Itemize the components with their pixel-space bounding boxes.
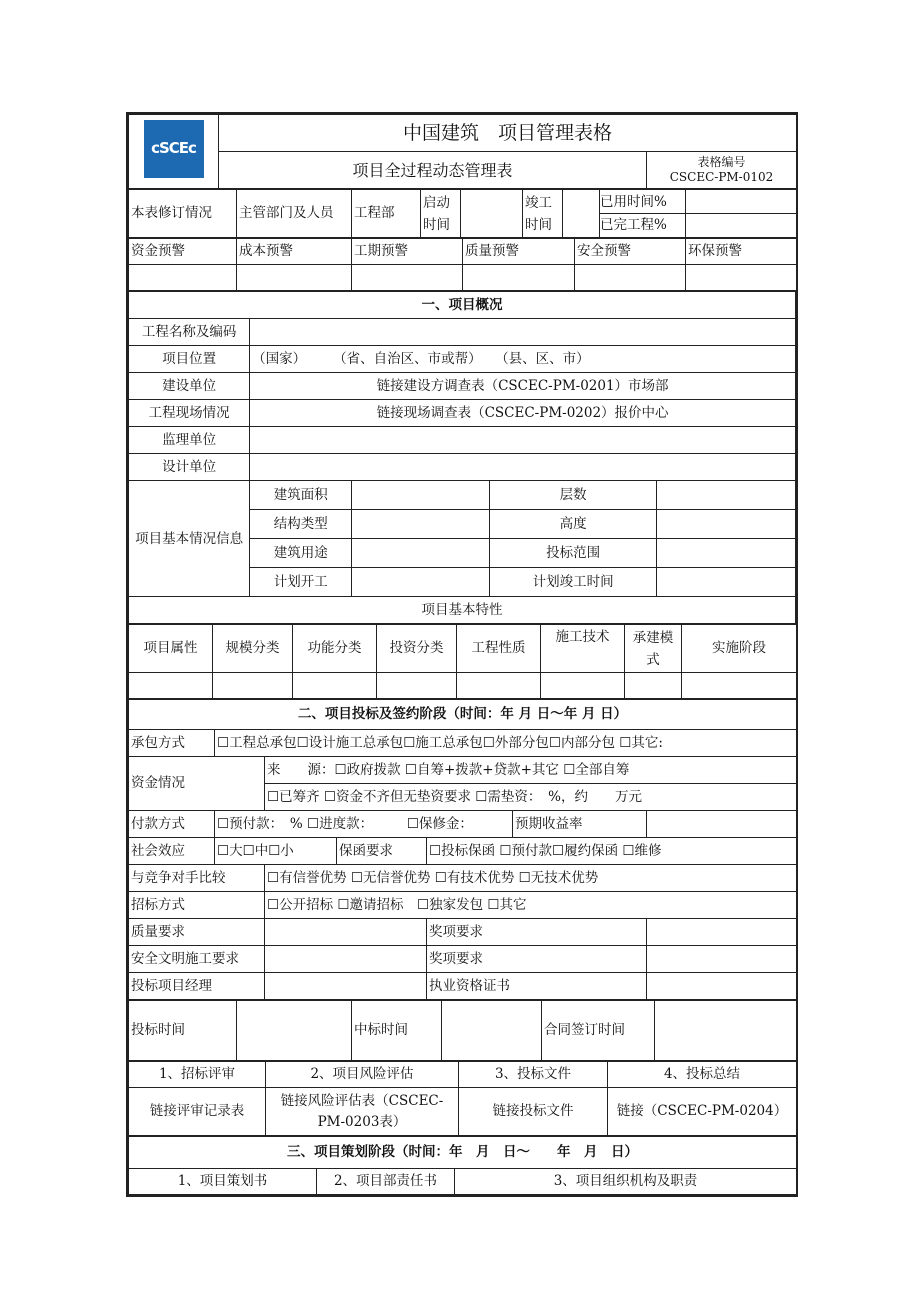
revision-label: 本表修订情况: [129, 190, 237, 238]
award-label: 奖项要求: [427, 919, 647, 946]
site-link[interactable]: 链接现场调查表（CSCEC-PM-0202）报价中心: [250, 400, 796, 427]
win-time-value[interactable]: [442, 1001, 542, 1061]
profit-value[interactable]: [647, 811, 797, 838]
location-label: 项目位置: [129, 346, 250, 373]
plan-item[interactable]: 2、项目部责任书: [317, 1169, 455, 1195]
char-header: 项目属性: [129, 625, 213, 673]
company-title: 中国建筑 项目管理表格: [219, 115, 797, 152]
basic-value[interactable]: [352, 539, 490, 568]
char-header: 施工技术: [541, 625, 625, 673]
supervisor-value[interactable]: [250, 427, 796, 454]
warning-safety: 安全预警: [575, 239, 686, 265]
char-header: 实施阶段: [682, 625, 797, 673]
social-options[interactable]: ☐大☐中☐小: [215, 838, 337, 865]
basic-value[interactable]: [352, 510, 490, 539]
warning-quality: 质量预警: [463, 239, 575, 265]
finish-time-label: 竣工时间: [523, 190, 563, 238]
plan-item[interactable]: 1、项目策划书: [129, 1169, 317, 1195]
warnings-table: [128, 238, 797, 291]
compete-label: 与竞争对手比较: [129, 865, 265, 892]
warning-environment: 环保预警: [686, 239, 797, 265]
designer-value[interactable]: [250, 454, 796, 481]
step-label: 3、投标文件: [459, 1062, 608, 1088]
section3-title: 三、项目策划阶段（时间：年 月 日～ 年 月 日）: [129, 1137, 797, 1169]
quality-label: 质量要求: [129, 919, 265, 946]
award-label-2: 奖项要求: [427, 946, 647, 973]
bid-summary-link[interactable]: 链接（CSCEC-PM-0204）: [608, 1088, 797, 1136]
basic-value[interactable]: [656, 481, 795, 510]
basic-label: 建筑用途: [250, 539, 352, 568]
cert-label: 执业资格证书: [427, 973, 647, 1000]
char-value[interactable]: [457, 673, 541, 699]
warning-schedule-value[interactable]: [352, 265, 463, 291]
fund-source-options[interactable]: 来 源：☐政府拨款 ☐自筹+拨款+贷款+其它 ☐全部自筹: [265, 757, 797, 784]
characteristics-table: [128, 624, 797, 699]
char-header: 投资分类: [377, 625, 457, 673]
warning-environment-value[interactable]: [686, 265, 797, 291]
site-label: 工程现场情况: [129, 400, 250, 427]
basic-value[interactable]: [656, 539, 795, 568]
contract-label: 承包方式: [129, 730, 215, 757]
basic-info-label: 项目基本情况信息: [129, 481, 250, 597]
char-value[interactable]: [682, 673, 797, 699]
form-header: [128, 114, 797, 189]
warning-fund-value[interactable]: [129, 265, 237, 291]
cscec-logo: cSCEc: [144, 120, 204, 178]
basic-value[interactable]: [352, 568, 490, 597]
sign-time-value[interactable]: [655, 1001, 797, 1061]
award-value[interactable]: [647, 919, 797, 946]
characteristics-title: 项目基本特性: [129, 597, 796, 624]
guarantee-options[interactable]: ☐投标保函 ☐预付款☐履约保函 ☐维修: [427, 838, 797, 865]
bid-time-label: 投标时间: [129, 1001, 237, 1061]
section2-title: 二、项目投标及签约阶段（时间：年 月 日～年 月 日）: [129, 700, 797, 730]
sign-time-label: 合同签订时间: [542, 1001, 655, 1061]
char-value[interactable]: [293, 673, 377, 699]
basic-value[interactable]: [352, 481, 490, 510]
dept-label: 主管部门及人员: [237, 190, 352, 238]
fund-status-options[interactable]: ☐已筹齐 ☐资金不齐但无垫资要求 ☐需垫资： %，约 万元: [265, 784, 797, 811]
award-value-2[interactable]: [647, 946, 797, 973]
basic-label: 结构类型: [250, 510, 352, 539]
basic-value[interactable]: [656, 510, 795, 539]
manager-value[interactable]: [265, 973, 427, 1000]
start-time-label: 启动时间: [421, 190, 461, 238]
revision-table: [128, 189, 797, 238]
form-number: 表格编号 CSCEC-PM-0102: [647, 152, 797, 189]
section-planning: [128, 1136, 797, 1195]
fund-label: 资金情况: [129, 757, 265, 811]
project-name-value[interactable]: [250, 319, 796, 346]
win-time-label: 中标时间: [352, 1001, 442, 1061]
tender-options[interactable]: ☐公开招标 ☐邀请招标 ☐独家发包 ☐其它: [265, 892, 797, 919]
dept-value: 工程部: [352, 190, 421, 238]
step-label: 4、投标总结: [608, 1062, 797, 1088]
project-name-label: 工程名称及编码: [129, 319, 250, 346]
start-time-value[interactable]: [461, 190, 523, 238]
char-value[interactable]: [625, 673, 682, 699]
basic-label: 层数: [490, 481, 656, 510]
basic-label: 建筑面积: [250, 481, 352, 510]
section-bidding: [128, 699, 797, 1000]
form-title: 项目全过程动态管理表: [219, 152, 647, 189]
char-header: 功能分类: [293, 625, 377, 673]
char-header: 承建模式: [625, 625, 682, 673]
supervisor-label: 监理单位: [129, 427, 250, 454]
owner-label: 建设单位: [129, 373, 250, 400]
bid-time-value[interactable]: [237, 1001, 352, 1061]
social-label: 社会效应: [129, 838, 215, 865]
safety-label: 安全文明施工要求: [129, 946, 265, 973]
payment-label: 付款方式: [129, 811, 215, 838]
warning-quality-value[interactable]: [463, 265, 575, 291]
char-header: 工程性质: [457, 625, 541, 673]
tender-label: 招标方式: [129, 892, 265, 919]
guarantee-label: 保函要求: [337, 838, 427, 865]
cert-value[interactable]: [647, 973, 797, 1000]
location-value[interactable]: （国家） （省、自治区、市或帮） （县、区、市）: [250, 346, 796, 373]
char-value[interactable]: [213, 673, 293, 699]
basic-label: 高度: [490, 510, 656, 539]
bid-documents-link[interactable]: 链接投标文件: [459, 1088, 608, 1136]
project-management-form: [126, 112, 798, 1197]
char-value[interactable]: [541, 673, 625, 699]
basic-label: 计划开工: [250, 568, 352, 597]
progress-values[interactable]: [686, 190, 797, 238]
quality-value[interactable]: [265, 919, 427, 946]
risk-assessment-link[interactable]: 链接风险评估表（CSCEC-PM-0203表）: [266, 1088, 459, 1136]
contract-options[interactable]: ☐工程总承包☐设计施工总承包☐施工总承包☐外部分包☐内部分包 ☐其它:: [215, 730, 797, 757]
section-overview: [128, 291, 796, 624]
compete-options[interactable]: ☐有信誉优势 ☐无信誉优势 ☐有技术优势 ☐无技术优势: [265, 865, 797, 892]
owner-link[interactable]: 链接建设方调查表（CSCEC-PM-0201）市场部: [250, 373, 796, 400]
step-label: 1、招标评审: [129, 1062, 266, 1088]
char-value[interactable]: [377, 673, 457, 699]
bid-steps-table: [128, 1061, 797, 1136]
char-value[interactable]: [129, 673, 213, 699]
manager-label: 投标项目经理: [129, 973, 265, 1000]
warning-fund: 资金预警: [129, 239, 237, 265]
char-header: 规模分类: [213, 625, 293, 673]
basic-label: 计划竣工时间: [490, 568, 656, 597]
step-label: 2、项目风险评估: [266, 1062, 459, 1088]
profit-label: 预期收益率: [513, 811, 647, 838]
warning-schedule: 工期预警: [352, 239, 463, 265]
designer-label: 设计单位: [129, 454, 250, 481]
warning-cost-value[interactable]: [237, 265, 352, 291]
basic-label: 投标范围: [490, 539, 656, 568]
warning-cost: 成本预警: [237, 239, 352, 265]
safety-value[interactable]: [265, 946, 427, 973]
review-record-link[interactable]: 链接评审记录表: [129, 1088, 266, 1136]
basic-value[interactable]: [656, 568, 795, 597]
payment-options[interactable]: ☐预付款： % ☐进度款： ☐保修金：: [215, 811, 513, 838]
plan-item[interactable]: 3、项目组织机构及职责: [455, 1169, 797, 1195]
bid-times-table: [128, 1000, 797, 1061]
finish-time-value[interactable]: [563, 190, 600, 238]
logo-cell: [129, 115, 219, 189]
progress-labels: 已用时间% 已完工程%: [600, 190, 686, 238]
warning-safety-value[interactable]: [575, 265, 686, 291]
section1-title: 一、项目概况: [129, 292, 796, 319]
